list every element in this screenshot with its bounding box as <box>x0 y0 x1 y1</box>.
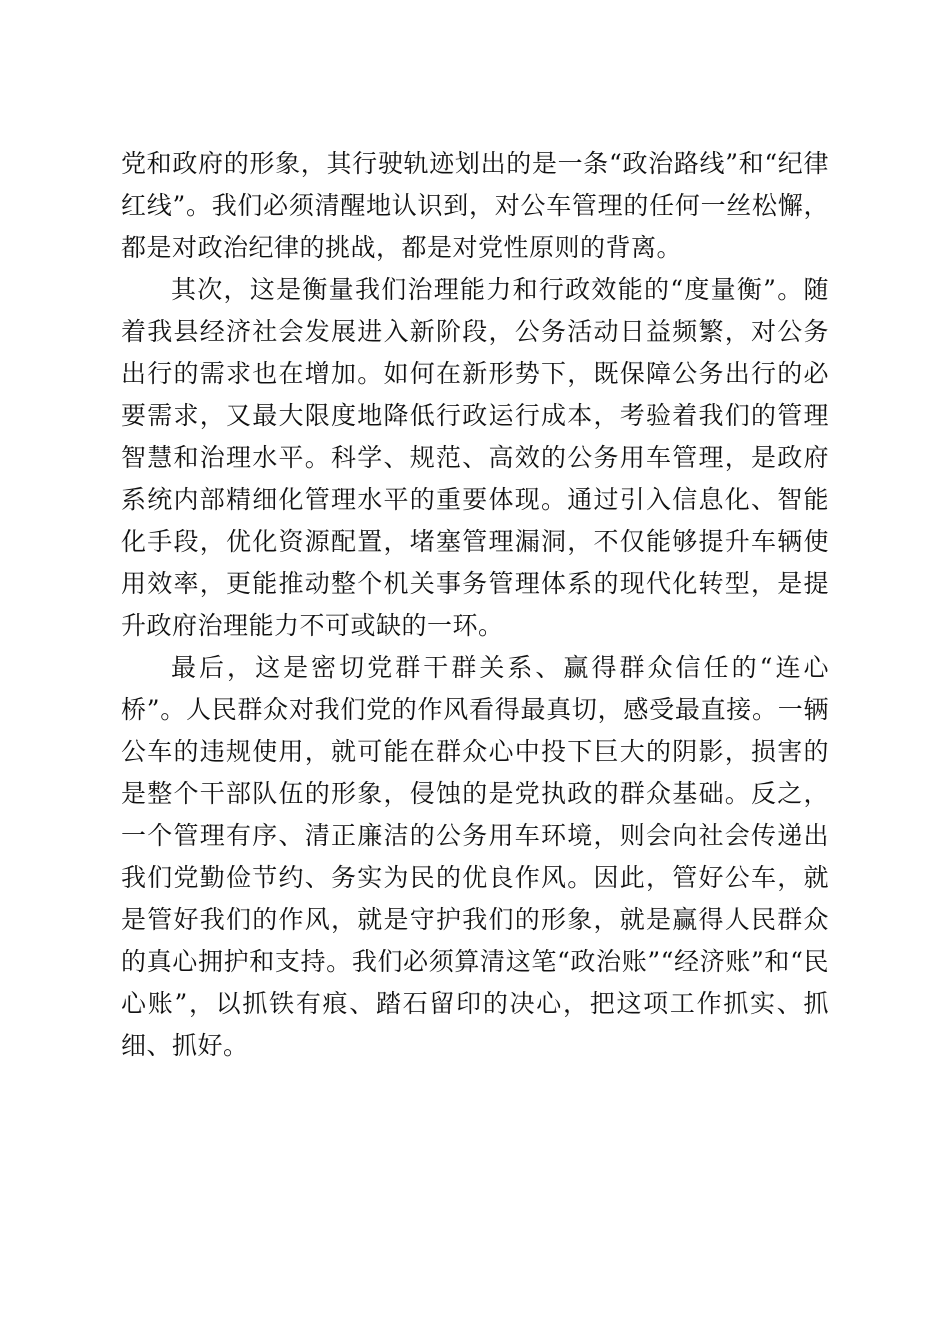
paragraph-final-point: 最后，这是密切党群干群关系、赢得群众信任的“连心桥”。人民群众对我们党的作风看得最真切，感受最直接。一辆公车的违规使用，就可能在群众心中投下巨大的阴影，损害的是整个干部队伍的形象，侵蚀的是党执政的群众基础。反之，一个管理有序、清正廉洁的公务用车环境，则会向社会传递出我们党勤俭节约、务实为民的优良作风。因此，管好公车，就是管好我们的作风，就是守护我们的形象，就是赢得人民群众的真心拥护和支持。我们必须算清这笔“政治账”“经济账”和“民心账”，以抓铁有痕、踏石留印的决心，把这项工作抓实、抓细、抓好。 <box>121 653 829 1060</box>
paragraph-second-point: 其次，这是衡量我们治理能力和行政效能的“度量衡”。随着我县经济社会发展进入新阶段，公务活动日益频繁，对公务出行的需求也在增加。如何在新形势下，既保障公务出行的必要需求，又最大限度地降低行政运行成本，考验着我们的管理智慧和治理水平。科学、规范、高效的公务用车管理，是政府系统内部精细化管理水平的重要体现。通过引入信息化、智能化手段，优化资源配置，堵塞管理漏洞，不仅能够提升车辆使用效率，更能推动整个机关事务管理体系的现代化转型，是提升政府治理能力不可或缺的一环。 <box>121 275 829 640</box>
paragraph-continuation: 党和政府的形象，其行驶轨迹划出的是一条“政治路线”和“纪律红线”。我们必须清醒地认识到，对公车管理的任何一丝松懈，都是对政治纪律的挑战，都是对党性原则的背离。 <box>121 149 829 262</box>
document-body <box>121 143 829 1067</box>
